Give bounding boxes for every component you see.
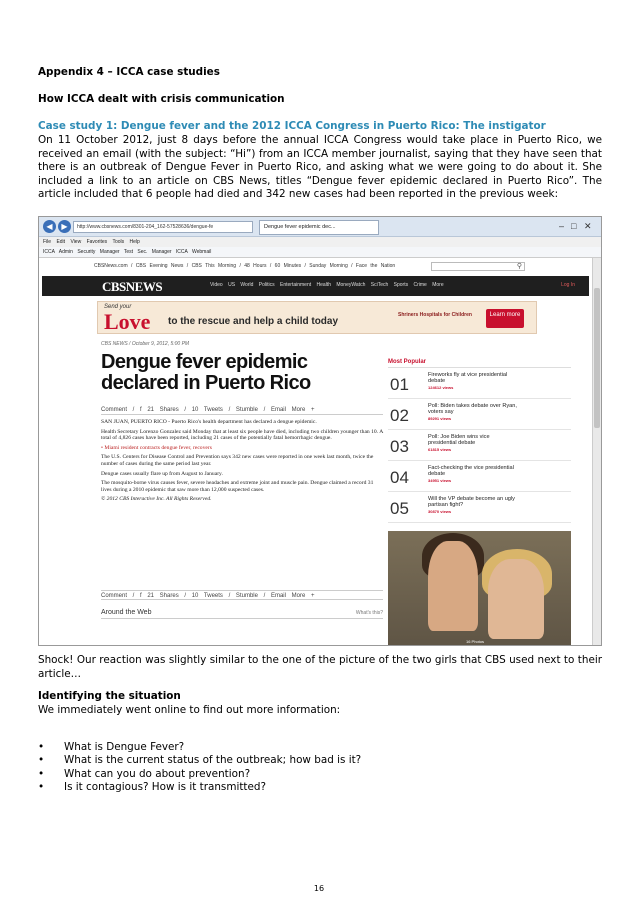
article-paragraph: The U.S. Centers for Disease Control and Prevention says 342 new cases were reported in one week last month, twice the number of cases during the same period last year. — [101, 454, 374, 467]
share-bar: Comment / f 21 Shares / 10 Tweets / Stumble / Email More + — [101, 405, 383, 415]
scrollbar — [592, 258, 601, 646]
item-count: 89291 views — [428, 415, 452, 421]
article-body — [101, 419, 383, 506]
ad-learn-more-button: Learn more — [486, 309, 524, 328]
item-count: 30870 views — [428, 508, 452, 514]
embedded-screenshot — [38, 216, 602, 646]
cbs-logo: CBSNEWS — [102, 279, 163, 294]
bullet-icon: • — [38, 767, 45, 780]
most-popular-item — [388, 430, 571, 461]
article-paragraph: Health Secretary Lorenzo Gonzalez said Monday that at least six people have died, including two children younger than 10. A total of 4,826 cases have been reported, including 21 cases of the potentially fatal hemorrhagic dengue. — [101, 428, 383, 442]
most-popular-item — [388, 399, 571, 430]
ad-love-text: Love — [104, 309, 151, 334]
most-popular-item — [388, 492, 571, 523]
photo-caption: 16 Photos — [466, 639, 485, 644]
most-popular — [388, 359, 571, 523]
list-item-text: What can you do about prevention? — [64, 767, 251, 780]
search-icon: ⚲ — [516, 263, 522, 270]
around-the-web — [101, 609, 383, 619]
close-icon: ✕ — [584, 221, 592, 231]
most-popular-item — [388, 368, 571, 399]
list-item-text: What is the current status of the outbreak; how bad is it? — [64, 754, 362, 767]
ad-small-text: Send your — [104, 304, 132, 310]
item-count: 34951 views — [428, 477, 452, 483]
favorites-bar: ICCA Admin Security Manager Test Sec. Manager ICCA Webmail — [39, 247, 601, 258]
page-number: 16 — [313, 884, 325, 893]
bullet-icon: • — [38, 781, 45, 794]
browser-address-bar — [39, 217, 601, 237]
list-item-text: What is Dengue Fever? — [64, 741, 185, 753]
intro-paragraph: On 11 October 2012, just 8 days before the annual ICCA Congress would take place in Puerto Rico, we received an email (with the subject: “Hi”) from an ICCA member journalist, saying that they have seen that there is an outbreak of Dengue Fever in Puerto Rico, and asking what we were going to do about it. She included a link to an article on CBS News, titles “Dengue fever epidemic declared in Puerto Rico”. The article included that 6 people had died and 342 new cases had been reported in the previous week: — [38, 134, 602, 201]
item-count: 124612 views — [428, 384, 454, 390]
breadcrumb: CBSNews.com / CBS Evening News / CBS This Morning / 48 Hours / 60 Minutes / Sunday Morning / Face the Nation — [94, 263, 396, 269]
item-count: 61815 views — [428, 446, 452, 452]
article-paragraph: The mosquito-borne virus causes fever, severe headaches and extreme joint and muscle pain. Dengue claimed a record 31 lives during a 2010 epidemic that saw more than 12,000 suspected cases. — [101, 480, 374, 493]
forward-arrow-icon: ▶ — [58, 220, 71, 233]
item-text: Fact-checking the vice presidential debate — [428, 465, 514, 478]
item-text: Will the VP debate become an ugly partisan fight? — [428, 496, 515, 509]
item-number: 02 — [390, 406, 409, 425]
cbs-nav-items: Video US World Politics Entertainment Health MoneyWatch SciTech Sports Crime More — [210, 282, 444, 288]
two-girls-photo — [388, 531, 571, 646]
most-popular-item — [388, 461, 571, 492]
bullet-icon: • — [38, 741, 45, 753]
browser-menu-bar: File Edit View Favorites Tools Help — [39, 237, 601, 247]
list-item — [38, 754, 598, 767]
browser-tab: Dengue fever epidemic dec... — [259, 220, 379, 235]
whats-this-link: What's this? — [355, 610, 383, 616]
identify-text: We immediately went online to find out more information: — [38, 704, 341, 716]
search-input — [431, 262, 525, 271]
share-bar-bottom: Comment / f 21 Shares / 10 Tweets / Stumble / Email More + — [101, 590, 383, 600]
item-number: 05 — [390, 499, 409, 518]
article-dateline: CBS NEWS / October 9, 2012, 5:00 PM — [101, 341, 190, 347]
copyright: © 2012 CBS Interactive Inc. All Rights Reserved. — [101, 496, 212, 503]
back-arrow-icon: ◀ — [43, 220, 56, 233]
article-paragraph: SAN JUAN, PUERTO RICO - Puerto Rico's health department has declared a dengue epidemic. — [101, 419, 317, 425]
reaction-paragraph: Shock! Our reaction was slightly similar to the one of the picture of the two girls that CBS used next to their article… — [38, 654, 602, 680]
list-item — [38, 768, 598, 781]
ad-sponsor: Shriners Hospitals for Children — [398, 312, 472, 318]
article-headline: Dengue fever epidemic declared in Puerto Rico — [101, 351, 311, 394]
minimize-icon: – — [559, 221, 565, 231]
bullet-list — [38, 741, 598, 795]
url-field: http://www.cbsnews.com/8301-204_162-57528636/dengue-fe — [73, 221, 253, 233]
ad-tagline: to the rescue and help a child today — [168, 316, 339, 327]
item-text: Poll: Biden takes debate over Ryan, voters say — [428, 403, 517, 416]
item-text: Fireworks fly at vice presidential debate — [428, 372, 508, 385]
most-popular-title: Most Popular — [388, 359, 571, 368]
list-item — [38, 741, 598, 754]
maximize-icon: □ — [571, 221, 577, 231]
article-paragraph: Dengue cases usually flare up from August to January. — [101, 470, 223, 477]
advertisement-banner — [97, 301, 537, 334]
bullet-icon: • — [38, 754, 45, 767]
related-link: • Miami resident contracts dengue fever, recovers — [101, 444, 212, 451]
item-text: Poll: Joe Biden wins vice presidential debate — [428, 434, 490, 447]
around-the-web-label: Around the Web — [101, 609, 152, 616]
list-item — [38, 781, 598, 794]
case-study-title: Case study 1: Dengue fever and the 2012 ICCA Congress in Puerto Rico: The instigator — [38, 120, 546, 132]
item-number: 04 — [390, 468, 409, 487]
cbs-nav-bar — [42, 276, 589, 296]
appendix-title: Appendix 4 – ICCA case studies — [38, 66, 220, 78]
item-number: 01 — [390, 375, 409, 394]
identify-heading: Identifying the situation — [38, 690, 181, 702]
list-item-text: Is it contagious? How is it transmitted? — [64, 781, 267, 794]
section-title: How ICCA dealt with crisis communication — [38, 93, 285, 105]
login-link: Log In — [561, 282, 575, 288]
item-number: 03 — [390, 437, 409, 456]
